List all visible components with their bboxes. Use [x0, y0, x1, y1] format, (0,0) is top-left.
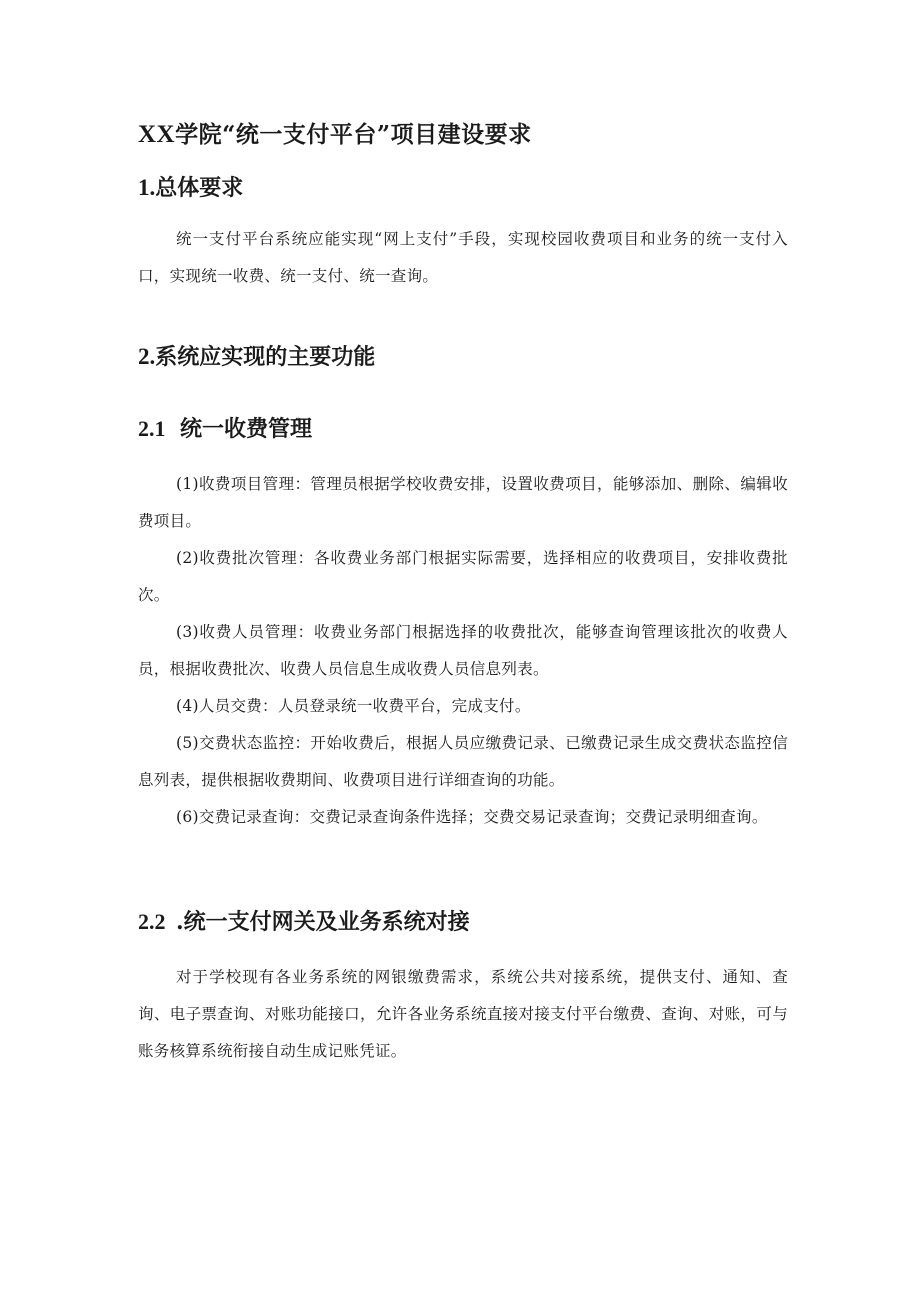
gateway-paragraph: 对于学校现有各业务系统的网银缴费需求，系统公共对接系统，提供支付、通知、查询、电子票查询、对账功能接口，允许各业务系统直接对接支付平台缴费、查询、对账，可与账务核算系统衔接自动生成记账凭证。: [138, 968, 788, 1060]
list-item: (1)收费项目管理：管理员根据学校收费安排，设置收费项目，能够添加、删除、编辑收费项目。: [138, 475, 788, 530]
section-title: 系统应实现的主要功能: [155, 344, 376, 370]
list-item: (6)交费记录查询：交费记录查询条件选择；交费交易记录查询；交费记录明细查询。: [176, 808, 768, 826]
list-item: (4)人员交费：人员登录统一收费平台，完成支付。: [176, 697, 531, 715]
section-number: 2.1: [138, 416, 166, 441]
section-number: 2.: [138, 344, 156, 369]
intro-paragraph: 统一支付平台系统应能实现“网上支付”手段，实现校园收费项目和业务的统一支付入口，实现统一收费、统一支付、统一查询。: [138, 230, 788, 285]
title-text: 学院“统一支付平台”项目建设要求: [175, 121, 532, 148]
section-heading-2: [138, 340, 375, 371]
section-heading-1: [138, 171, 243, 202]
section-heading-2-2: [138, 905, 470, 936]
section-title: 统一收费管理: [180, 416, 313, 442]
section-number: 1.: [138, 175, 156, 200]
document-title: [138, 116, 532, 149]
list-item: (2)收费批次管理：各收费业务部门根据实际需要，选择相应的收费项目，安排收费批次。: [138, 549, 788, 604]
section-number: 2.2: [138, 909, 166, 934]
list-item: (3)收费人员管理：收费业务部门根据选择的收费批次，能够查询管理该批次的收费人员，根据收费批次、收费人员信息生成收费人员信息列表。: [138, 623, 788, 678]
section-heading-2-1: [138, 412, 312, 443]
section-title: .统一支付网关及业务系统对接: [176, 909, 470, 935]
section-title: 总体要求: [155, 175, 244, 201]
list-item: (5)交费状态监控：开始收费后，根据人员应缴费记录、已缴费记录生成交费状态监控信息列表，提供根据收费期间、收费项目进行详细查询的功能。: [138, 734, 788, 789]
title-prefix: XX: [138, 121, 176, 148]
